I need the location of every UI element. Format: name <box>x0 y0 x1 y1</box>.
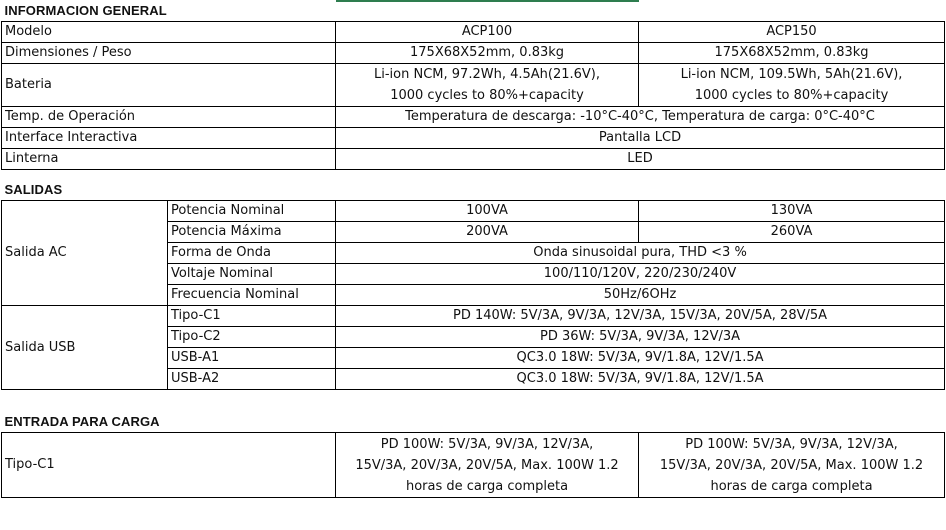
ac-output-label: Salida AC <box>2 201 168 306</box>
max-power-acp100: 200VA <box>336 222 639 243</box>
section-title-input: ENTRADA PARA CARGA <box>2 412 336 433</box>
battery-label: Bateria <box>2 64 336 107</box>
input-c1-label: Tipo-C1 <box>2 433 336 498</box>
nominal-power-acp100: 100VA <box>336 201 639 222</box>
usb-c1-label: Tipo-C1 <box>168 306 336 327</box>
interface-label: Interface Interactiva <box>2 128 336 149</box>
flashlight-value: LED <box>336 149 945 170</box>
battery-acp100 <box>336 64 639 107</box>
battery-acp100-line1: Li-ion NCM, 97.2Wh, 4.5Ah(21.6V), <box>374 67 601 82</box>
usb-a2-value: QC3.0 18W: 5V/3A, 9V/1.8A, 12V/1.5A <box>336 369 945 390</box>
spec-table <box>1 1 945 498</box>
dimensions-label: Dimensiones / Peso <box>2 43 336 64</box>
voltage-value: 100/110/120V, 220/230/240V <box>336 264 945 285</box>
interface-value: Pantalla LCD <box>336 128 945 149</box>
waveform-label: Forma de Onda <box>168 243 336 264</box>
usb-a1-label: USB-A1 <box>168 348 336 369</box>
input-c1-acp100 <box>336 433 639 498</box>
frequency-value: 50Hz/6OHz <box>336 285 945 306</box>
max-power-acp150: 260VA <box>639 222 945 243</box>
temperature-label: Temp. de Operación <box>2 107 336 128</box>
input-acp100-line1: PD 100W: 5V/3A, 9V/3A, 12V/3A, <box>380 436 594 452</box>
input-acp150-line1: PD 100W: 5V/3A, 9V/3A, 12V/3A, <box>685 436 898 452</box>
input-acp100-line2: 15V/3A, 20V/3A, 20V/5A, Max. 100W 1.2 <box>355 457 619 473</box>
section-title-general: INFORMACION GENERAL <box>2 1 336 22</box>
usb-a1-value: QC3.0 18W: 5V/3A, 9V/1.8A, 12V/1.5A <box>336 348 945 369</box>
usb-c2-value: PD 36W: 5V/3A, 9V/3A, 12V/3A <box>336 327 945 348</box>
battery-acp150-line2: 1000 cycles to 80%+capacity <box>694 88 889 103</box>
waveform-value: Onda sinusoidal pura, THD <3 % <box>336 243 945 264</box>
nominal-power-label: Potencia Nominal <box>168 201 336 222</box>
section-title-outputs: SALIDAS <box>2 180 336 201</box>
nominal-power-acp150: 130VA <box>639 201 945 222</box>
input-acp150-line3: horas de carga completa <box>710 478 873 494</box>
dimensions-acp150: 175X68X52mm, 0.83kg <box>639 43 945 64</box>
battery-acp100-line2: 1000 cycles to 80%+capacity <box>390 88 584 103</box>
input-acp150-line2: 15V/3A, 20V/3A, 20V/5A, Max. 100W 1.2 <box>659 457 924 473</box>
frequency-label: Frecuencia Nominal <box>168 285 336 306</box>
voltage-label: Voltaje Nominal <box>168 264 336 285</box>
usb-c2-label: Tipo-C2 <box>168 327 336 348</box>
input-c1-acp150 <box>639 433 945 498</box>
usb-output-label: Salida USB <box>2 306 168 390</box>
max-power-label: Potencia Máxima <box>168 222 336 243</box>
usb-c1-value: PD 140W: 5V/3A, 9V/3A, 12V/3A, 15V/3A, 20V/5A, 28V/5A <box>336 306 945 327</box>
flashlight-label: Linterna <box>2 149 336 170</box>
model-label: Modelo <box>2 22 336 43</box>
battery-acp150-line1: Li-ion NCM, 109.5Wh, 5Ah(21.6V), <box>680 67 903 82</box>
model-acp150: ACP150 <box>639 22 945 43</box>
dimensions-acp100: 175X68X52mm, 0.83kg <box>336 43 639 64</box>
temperature-value: Temperatura de descarga: -10°C-40°C, Temperatura de carga: 0°C-40°C <box>336 107 945 128</box>
usb-a2-label: USB-A2 <box>168 369 336 390</box>
input-acp100-line3: horas de carga completa <box>405 478 569 494</box>
model-acp100: ACP100 <box>336 22 639 43</box>
battery-acp150 <box>639 64 945 107</box>
